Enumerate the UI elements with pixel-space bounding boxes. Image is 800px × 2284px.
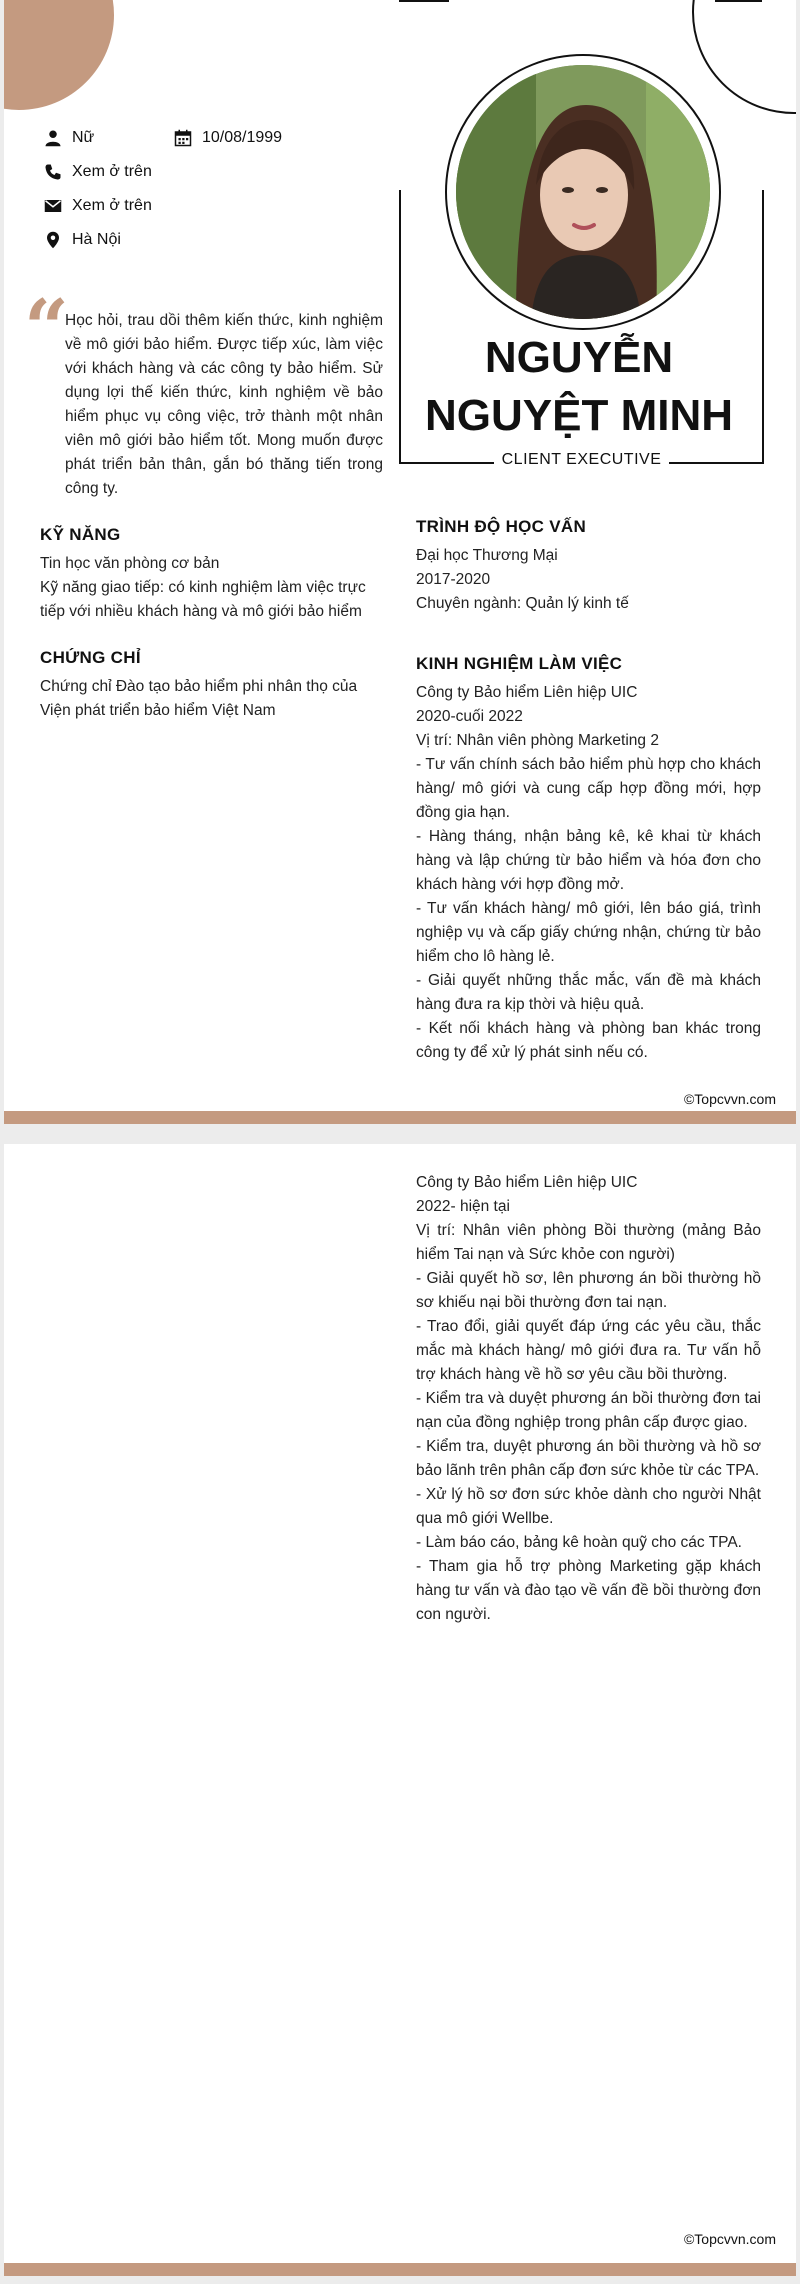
education-details [416, 544, 761, 616]
address-value: Hà Nội [72, 231, 121, 248]
copyright-footer: ©Topcvvn.com [683, 1091, 776, 1107]
certificates-list [40, 675, 385, 723]
career-objective: Học hỏi, trau dồi thêm kiến thức, kinh nghiệm về mô giới bảo hiểm. Được tiếp xúc, làm việc với khách hàng và các công ty bảo hiểm. Sử dụng lợi thế kiến thức, kinh nghiệm về bảo hiểm phục vụ công việc, trở thành một nhân viên mô giới bảo hiểm tốt. Mong muốn được phát triển bản thân, gắn bó thăng tiến trong công ty. [65, 312, 383, 497]
position-title-wrap [399, 451, 764, 469]
skill-item: Kỹ năng giao tiếp: có kinh nghiệm làm việc trực tiếp với nhiều khách hàng và mô giới bảo hiểm [40, 579, 366, 620]
job-duty: - Trao đổi, giải quyết đáp ứng các yêu cầu, thắc mắc mà khách hàng/ mô giới đưa ra. Tư vấn hỗ trợ khách hàng về hồ sơ yêu cầu bồi thường. [416, 1318, 761, 1383]
footer-bar [4, 2263, 796, 2276]
skills-title: KỸ NĂNG [40, 525, 121, 544]
experience-job-2 [416, 1171, 761, 1627]
education-period: 2017-2020 [416, 571, 491, 588]
job-duty: - Hàng tháng, nhận bảng kê, kê khai từ khách hàng và lập chứng từ bảo hiểm và hóa đơn cho khách hàng với hợp đồng mở. [416, 828, 761, 893]
avatar-frame [445, 54, 721, 330]
job-duty: - Tư vấn chính sách bảo hiểm phù hợp cho khách hàng/ mô giới và cung cấp hợp đồng mới, hợp đồng gia hạn. [416, 756, 761, 821]
job-role: Vị trí: Nhân viên phòng Bồi thường (mảng Bảo hiểm Tai nạn và Sức khỏe con người) [416, 1222, 761, 1263]
name-frame-topline-left [399, 0, 449, 2]
name-line-1: NGUYỄN [484, 333, 674, 382]
education-major: Chuyên ngành: Quản lý kinh tế [416, 595, 629, 612]
avatar [456, 65, 710, 319]
location-icon [44, 231, 62, 249]
name-frame-topline-right [715, 0, 762, 2]
job-duty: - Giải quyết những thắc mắc, vấn đề mà khách hàng đưa ra kịp thời và hiệu quả. [416, 972, 761, 1013]
job-duty: - Kiểm tra, duyệt phương án bồi thường và hồ sơ bảo lãnh trên phân cấp đơn sức khỏe từ các TPA. [416, 1438, 761, 1479]
decorative-circle-blob [4, 0, 114, 110]
contact-phone [44, 163, 152, 181]
job-period: 2020-cuối 2022 [416, 708, 523, 725]
job-duty: - Xử lý hồ sơ đơn sức khỏe dành cho người Nhật qua mô giới Wellbe. [416, 1486, 761, 1527]
job-duty: - Làm báo cáo, bảng kê hoàn quỹ cho các TPA. [416, 1534, 742, 1551]
position-title: CLIENT EXECUTIVE [494, 451, 670, 469]
user-icon [44, 129, 62, 147]
contact-gender [44, 129, 94, 147]
contact-address [44, 231, 121, 249]
name-line-2: NGUYỆT MINH [425, 391, 733, 440]
mail-icon [44, 197, 62, 215]
cv-page-2 [4, 1144, 796, 2276]
job-company: Công ty Bảo hiểm Liên hiệp UIC [416, 1174, 638, 1191]
certificate-item: Chứng chỉ Đào tạo bảo hiểm phi nhân thọ của Viện phát triển bảo hiểm Việt Nam [40, 678, 358, 719]
contact-email [44, 197, 152, 215]
job-duty: - Tham gia hỗ trợ phòng Marketing gặp khách hàng tư vấn và đào tạo về vấn đề bồi thường đơn con người. [416, 1558, 761, 1623]
job-duty: - Kết nối khách hàng và phòng ban khác trong công ty để xử lý phát sinh nếu có. [416, 1020, 761, 1061]
job-company: Công ty Bảo hiểm Liên hiệp UIC [416, 684, 638, 701]
footer-bar [4, 1111, 796, 1124]
phone-icon [44, 163, 62, 181]
cv-page-1 [4, 0, 796, 1124]
experience-title: KINH NGHIỆM LÀM VIỆC [416, 654, 623, 673]
birthday-value: 10/08/1999 [202, 129, 283, 146]
calendar-icon [174, 129, 192, 147]
skills-list [40, 552, 385, 624]
job-period: 2022- hiện tại [416, 1198, 510, 1215]
decorative-circle-ring [692, 0, 796, 114]
gender-value: Nữ [72, 129, 95, 146]
skill-item: Tin học văn phòng cơ bản [40, 555, 220, 572]
education-title: TRÌNH ĐỘ HỌC VẤN [416, 517, 587, 536]
job-duty: - Kiểm tra và duyệt phương án bồi thường đơn tai nạn của đồng nghiệp trong phân cấp được giao. [416, 1390, 761, 1431]
quote-icon: “ [24, 283, 69, 374]
email-value: Xem ở trên [72, 197, 152, 214]
experience-job-1 [416, 681, 761, 1065]
education-school: Đại học Thương Mại [416, 547, 558, 564]
phone-value: Xem ở trên [72, 163, 152, 180]
copyright-footer: ©Topcvvn.com [683, 2231, 776, 2247]
job-duty: - Tư vấn khách hàng/ mô giới, lên báo giá, trình nghiệp vụ và cấp giấy chứng nhận, chứng từ bảo hiểm cho lô hàng lẻ. [416, 900, 761, 965]
job-duty: - Giải quyết hồ sơ, lên phương án bồi thường hồ sơ khiếu nại bồi thường đơn tai nạn. [416, 1270, 761, 1311]
job-role: Vị trí: Nhân viên phòng Marketing 2 [416, 732, 659, 749]
contact-birthday [174, 129, 282, 147]
certificates-title: CHỨNG CHỈ [40, 648, 141, 667]
